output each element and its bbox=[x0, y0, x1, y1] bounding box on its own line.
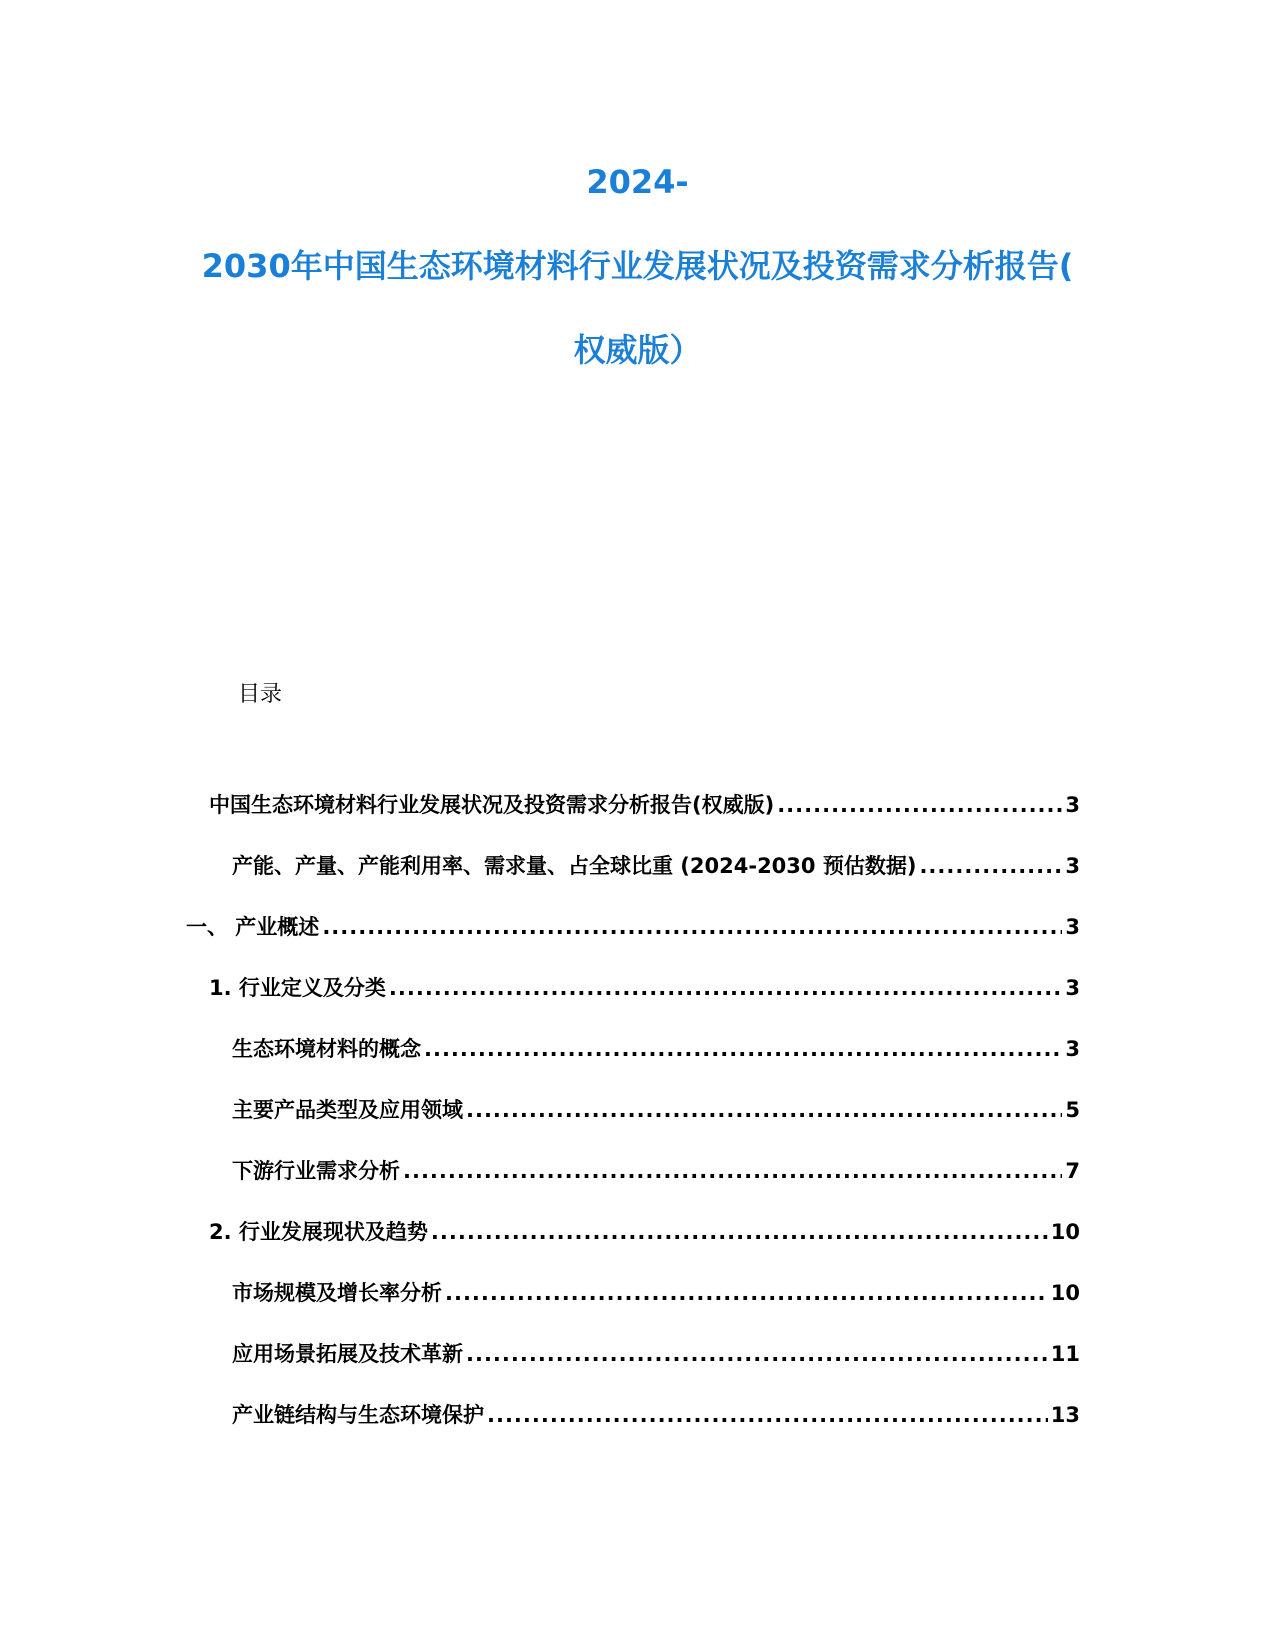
toc-entry-label: 市场规模及增长率分析 bbox=[232, 1281, 442, 1305]
toc-page-number: 3 bbox=[1065, 915, 1080, 939]
report-title bbox=[0, 140, 1275, 392]
toc-dot-leader bbox=[424, 1032, 1062, 1066]
toc-page-number: 11 bbox=[1050, 1342, 1080, 1366]
toc-entry[interactable] bbox=[232, 1337, 1080, 1371]
toc-page-number: 3 bbox=[1065, 1037, 1080, 1061]
toc-dot-leader bbox=[466, 1337, 1048, 1371]
toc-page-number: 7 bbox=[1065, 1159, 1080, 1183]
toc-entry-label: 1. 行业定义及分类 bbox=[209, 976, 386, 1000]
toc-entry[interactable] bbox=[209, 788, 1080, 822]
toc-page-number: 3 bbox=[1065, 793, 1080, 817]
toc-heading: 目录 bbox=[238, 682, 283, 707]
toc-dot-leader bbox=[322, 910, 1062, 944]
toc-entry-label: 应用场景拓展及技术革新 bbox=[232, 1342, 463, 1366]
toc-page-number: 3 bbox=[1065, 976, 1080, 1000]
toc-dot-leader bbox=[431, 1215, 1048, 1249]
toc-entry-label: 产能、产量、产能利用率、需求量、占全球比重 (2024-2030 预估数据) bbox=[232, 854, 917, 878]
toc-entry[interactable] bbox=[209, 1215, 1080, 1249]
toc-entry[interactable] bbox=[232, 1276, 1080, 1310]
report-title-line-2: 2030年中国生态环境材料行业发展状况及投资需求分析报告( bbox=[201, 247, 1074, 285]
toc-entry[interactable] bbox=[232, 1093, 1080, 1127]
toc-dot-leader bbox=[445, 1276, 1048, 1310]
toc-entry[interactable] bbox=[232, 1398, 1080, 1432]
toc-page-number: 10 bbox=[1050, 1220, 1080, 1244]
toc-entry[interactable] bbox=[186, 910, 1080, 944]
toc-entry[interactable] bbox=[209, 971, 1080, 1005]
toc-entry-label: 一、 产业概述 bbox=[186, 915, 320, 939]
toc-dot-leader bbox=[403, 1154, 1062, 1188]
toc-page-number: 5 bbox=[1065, 1098, 1080, 1122]
toc-dot-leader bbox=[777, 788, 1062, 822]
toc-entry-label: 下游行业需求分析 bbox=[232, 1159, 400, 1183]
toc-entry-label: 中国生态环境材料行业发展状况及投资需求分析报告(权威版) bbox=[209, 793, 775, 817]
toc-entry[interactable] bbox=[232, 849, 1080, 883]
toc-dot-leader bbox=[389, 971, 1062, 1005]
toc-dot-leader bbox=[487, 1398, 1048, 1432]
toc-entry[interactable] bbox=[232, 1032, 1080, 1066]
toc-dot-leader bbox=[466, 1093, 1062, 1127]
report-title-line-1: 2024- bbox=[586, 163, 689, 201]
toc-entry-label: 2. 行业发展现状及趋势 bbox=[209, 1220, 428, 1244]
toc-entry-label: 产业链结构与生态环境保护 bbox=[232, 1403, 484, 1427]
toc-entry-label: 生态环境材料的概念 bbox=[232, 1037, 421, 1061]
toc-page-number: 10 bbox=[1050, 1281, 1080, 1305]
toc-page-number: 3 bbox=[1065, 854, 1080, 878]
toc-entry[interactable] bbox=[232, 1154, 1080, 1188]
toc-dot-leader bbox=[919, 849, 1062, 883]
toc-entry-label: 主要产品类型及应用领域 bbox=[232, 1098, 463, 1122]
report-title-line-3: 权威版） bbox=[573, 331, 702, 369]
toc-page-number: 13 bbox=[1050, 1403, 1080, 1427]
